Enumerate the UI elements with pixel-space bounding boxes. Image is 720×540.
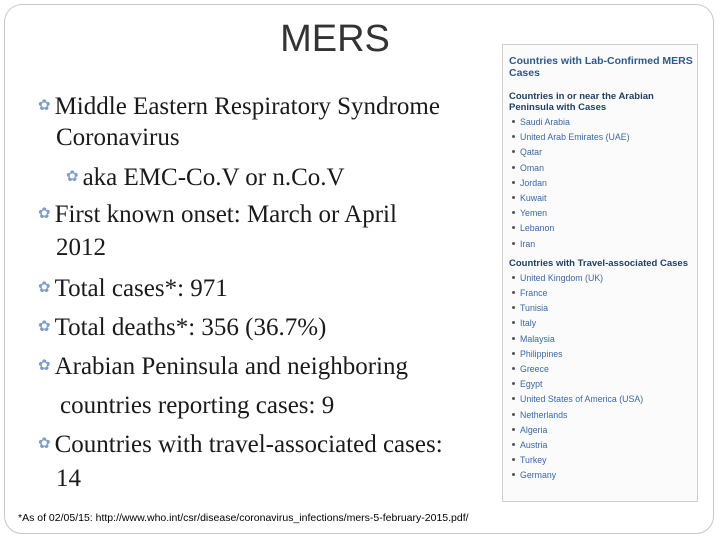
country-link[interactable]: Egypt (512, 377, 697, 392)
list-bullet-icon (512, 382, 515, 385)
list-bullet-icon (512, 211, 515, 214)
bullet-icon: ✿ (66, 169, 79, 185)
bullet-line: ✿ Middle Eastern Respiratory Syndrome (38, 93, 440, 120)
source-footnote: *As of 02/05/15: http://www.who.int/csr/disease/coronavirus_infections/mers-5-february-2015.pdf/ (18, 512, 469, 524)
list-bullet-icon (512, 276, 515, 279)
list-bullet-icon (512, 321, 515, 324)
bullet-icon: ✿ (38, 206, 51, 222)
country-link[interactable]: Lebanon (512, 221, 697, 236)
bullet-line: ✿ Countries with travel-associated cases: (38, 431, 443, 458)
bullet-icon: ✿ (38, 358, 51, 374)
country-link[interactable]: Yemen (512, 206, 697, 221)
country-link[interactable]: Oman (512, 161, 697, 176)
continuation-line: Coronavirus (56, 124, 180, 151)
list-bullet-icon (512, 443, 515, 446)
list-bullet-icon (512, 166, 515, 169)
list-bullet-icon (512, 196, 515, 199)
list-bullet-icon (512, 352, 515, 355)
list-bullet-icon (512, 226, 515, 229)
list-bullet-icon (512, 458, 515, 461)
country-link[interactable]: Malaysia (512, 332, 697, 347)
country-link[interactable]: Iran (512, 237, 697, 252)
bullet-icon: ✿ (38, 280, 51, 296)
list-bullet-icon (512, 306, 515, 309)
country-link[interactable]: Turkey (512, 453, 697, 468)
country-link[interactable]: Algeria (512, 423, 697, 438)
list-bullet-icon (512, 413, 515, 416)
country-link[interactable]: Tunisia (512, 301, 697, 316)
list-bullet-icon (512, 367, 515, 370)
list-bullet-icon (512, 242, 515, 245)
bullet-icon: ✿ (38, 98, 51, 114)
country-link[interactable]: Germany (512, 468, 697, 483)
country-link[interactable]: Jordan (512, 176, 697, 191)
country-link[interactable]: Kuwait (512, 191, 697, 206)
list-bullet-icon (512, 473, 515, 476)
list-bullet-icon (512, 428, 515, 431)
country-link[interactable]: Italy (512, 316, 697, 331)
travel-country-list (503, 271, 697, 484)
country-link[interactable]: Austria (512, 438, 697, 453)
list-bullet-icon (512, 150, 515, 153)
bullet-line: ✿ Arabian Peninsula and neighboring (38, 353, 408, 380)
bullet-line: ✿ Total deaths*: 356 (36.7%) (38, 314, 327, 341)
country-link[interactable]: France (512, 286, 697, 301)
list-bullet-icon (512, 291, 515, 294)
arabian-country-list (503, 115, 697, 252)
country-link[interactable]: United States of America (USA) (512, 392, 697, 407)
arabian-peninsula-heading: Countries in or near the Arabian Peninsula with Cases (509, 91, 654, 113)
list-bullet-icon (512, 181, 515, 184)
country-link[interactable]: Saudi Arabia (512, 115, 697, 130)
country-link[interactable]: Philippines (512, 347, 697, 362)
list-bullet-icon (512, 135, 515, 138)
country-link[interactable]: Qatar (512, 145, 697, 160)
bullet-line: ✿ Total cases*: 971 (38, 275, 228, 302)
list-bullet-icon (512, 337, 515, 340)
slide-title: MERS (280, 18, 390, 60)
country-link[interactable]: Greece (512, 362, 697, 377)
country-link[interactable]: Netherlands (512, 408, 697, 423)
sub-bullet-line: ✿ aka EMC-Co.V or n.Co.V (66, 164, 345, 191)
travel-associated-heading: Countries with Travel-associated Cases (509, 257, 688, 269)
country-link[interactable]: United Arab Emirates (UAE) (512, 130, 697, 145)
bullet-line: ✿ First known onset: March or April (38, 201, 397, 228)
list-bullet-icon (512, 120, 515, 123)
continuation-line: 2012 (56, 234, 106, 261)
continuation-line: 14 (56, 465, 81, 492)
bullet-icon: ✿ (38, 319, 51, 335)
countries-panel (502, 44, 698, 502)
list-bullet-icon (512, 397, 515, 400)
country-link[interactable]: United Kingdom (UK) (512, 271, 697, 286)
continuation-line: countries reporting cases: 9 (60, 392, 335, 419)
bullet-icon: ✿ (38, 436, 51, 452)
panel-heading: Countries with Lab-Confirmed MERS Cases (509, 55, 693, 79)
